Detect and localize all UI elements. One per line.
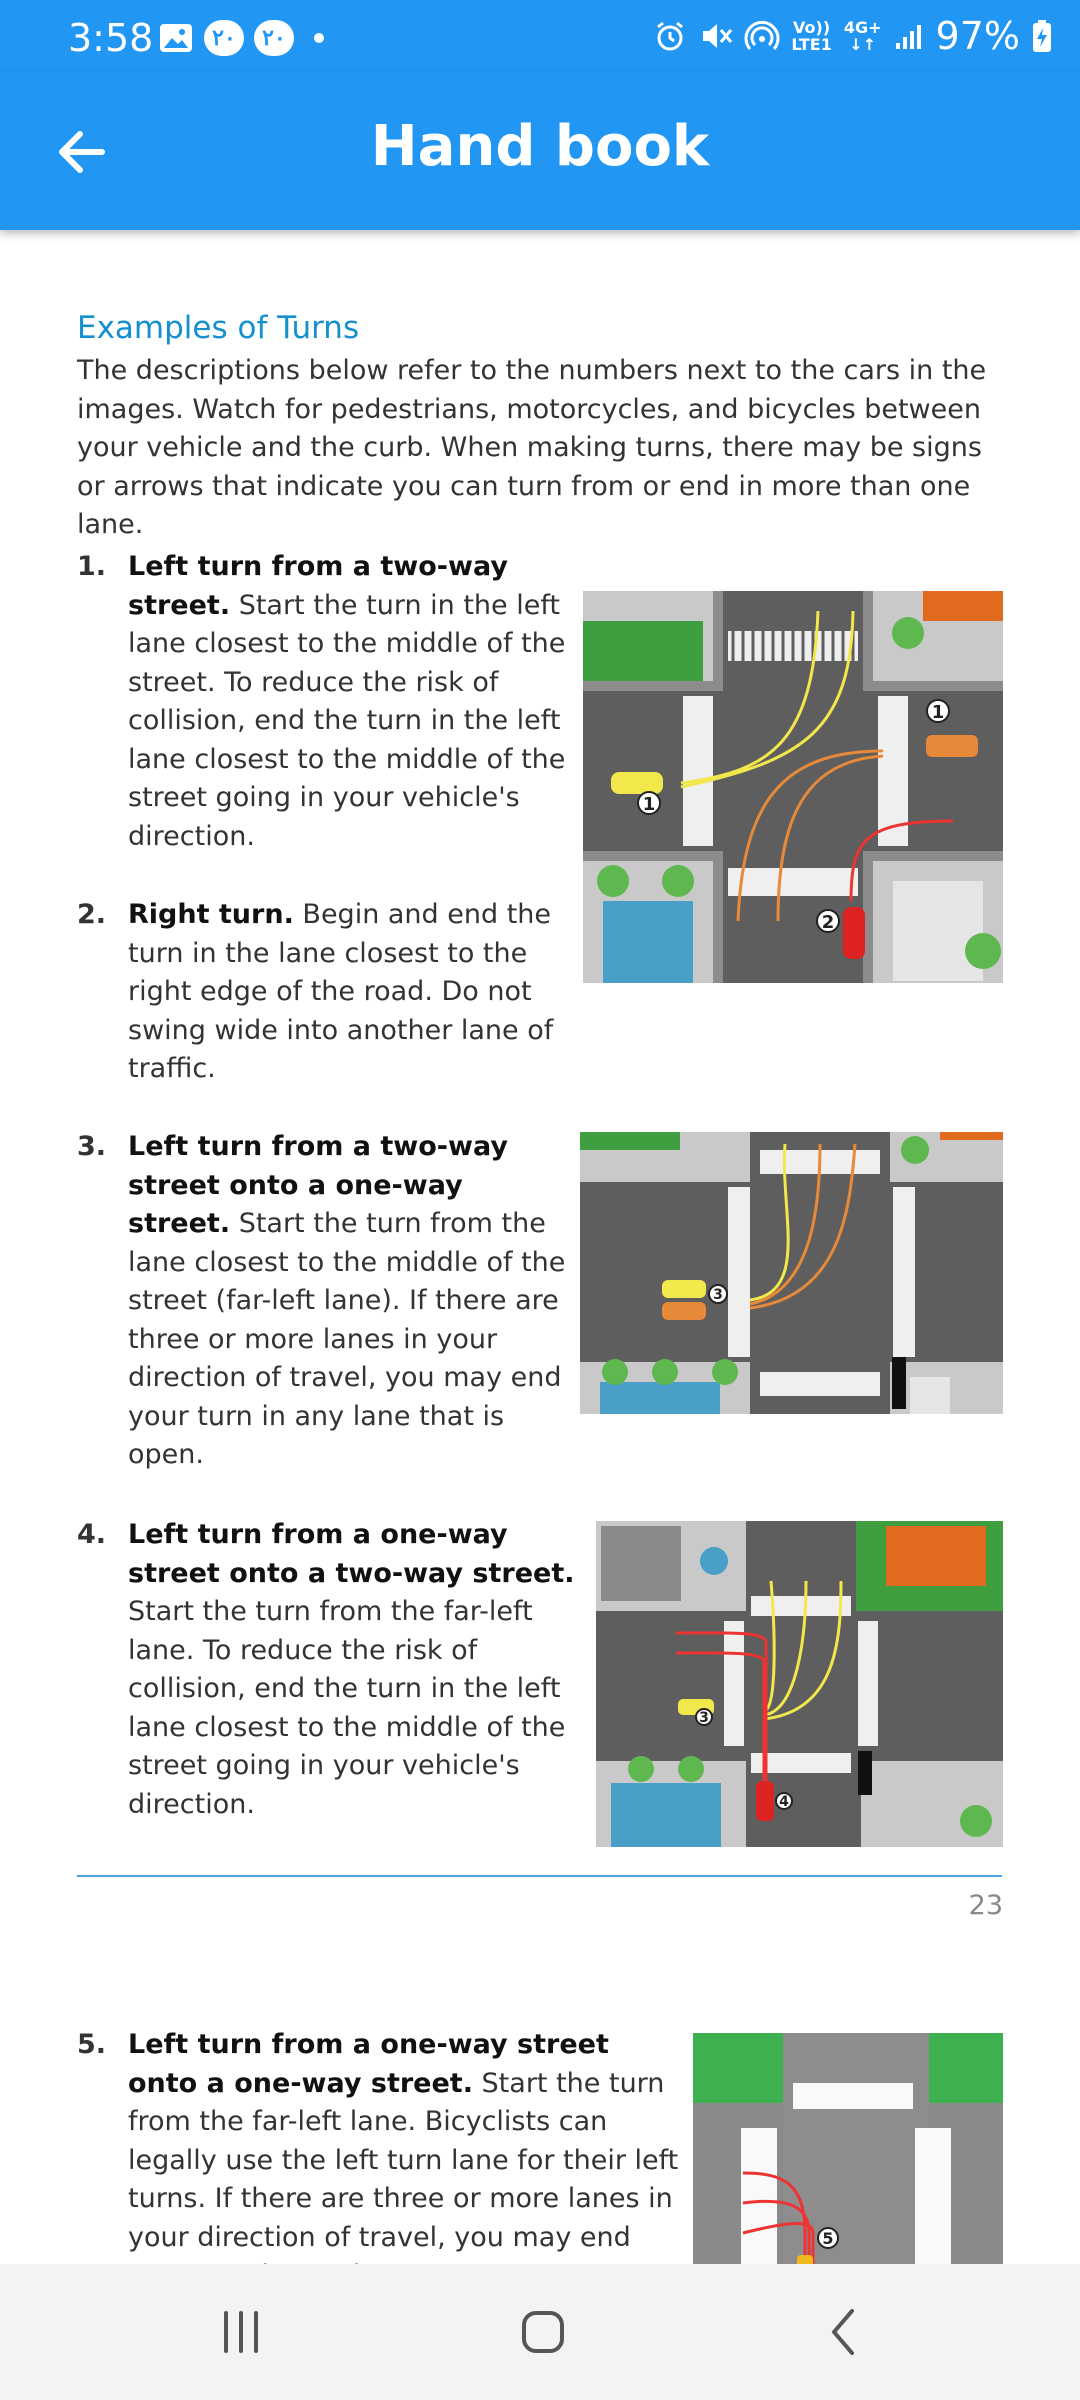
item-title: Right turn. <box>128 899 294 930</box>
item-text: Begin and end the turn in the lane closest to the right edge of the road. Do not swing wide into another lane of traffic. <box>128 899 554 1084</box>
figure-label: 1 <box>931 702 945 723</box>
section-intro: The descriptions below refer to the numbers next to the cars in the images. Watch for pedestrians, motorcycles, and bicycles between your vehicle and the curb. When making turns, there may be signs or arrows that indicate you can turn from or end in more than one lane. <box>77 355 987 540</box>
item-text: Start the turn from the far-left lane. To reduce the risk of collision, end the turn in the left lane closest to the middle of the street going in your vehicle's direction. <box>128 1596 566 1820</box>
figure-label: 3 <box>713 1287 723 1303</box>
status-time: 3:58 <box>68 16 154 60</box>
back-chevron-icon <box>820 2307 870 2357</box>
app-badge-1-icon: ۲۰ <box>204 20 244 56</box>
turn-diagram-5 <box>693 2033 1003 2273</box>
system-status-icons <box>653 14 1052 58</box>
section-heading: Examples of Turns <box>77 310 360 346</box>
item-number: 4. <box>77 1519 107 1550</box>
signal-icon <box>894 21 924 51</box>
item-number: 1. <box>77 551 107 582</box>
item-title: Left turn from a two-way street onto a one-way street. <box>128 1131 508 1239</box>
app-badge-2-icon: ۲۰ <box>254 20 294 56</box>
page-title: Hand book <box>370 114 710 179</box>
home-button[interactable] <box>498 2294 588 2370</box>
system-back-button[interactable] <box>800 2294 890 2370</box>
item-title: Left turn from a one-way street onto a two-way street. <box>128 1519 575 1589</box>
figure-label: 3 <box>699 1710 709 1726</box>
item-number: 2. <box>77 899 107 930</box>
more-notifications-dot <box>314 33 324 43</box>
system-nav-bar <box>0 2264 1080 2400</box>
list-item <box>0 1516 580 1820</box>
battery-percent: 97% <box>935 14 1020 58</box>
recents-button[interactable] <box>196 2294 286 2370</box>
hotspot-icon <box>745 19 779 53</box>
notification-icons <box>158 20 324 56</box>
figure-label: 2 <box>821 912 835 933</box>
turn-diagram-4 <box>596 1521 1003 1847</box>
alarm-icon <box>653 19 687 53</box>
item-text: Start the turn from the far-left lane. Bicyclists can legally use the left turn lane for their left turns. If there are three or more lanes in your direction of travel, you may end <box>128 2067 679 2253</box>
item-text: Start the turn in the left lane closest to the middle of the street. To reduce the risk of collision, end the turn in the left lane closest to the middle of the street going in your vehicle's direction. <box>128 589 566 852</box>
volte-indicator: Vo)) LTE1 <box>791 18 832 54</box>
mute-icon <box>699 19 733 53</box>
list-item <box>0 1128 580 1470</box>
turn-diagram-1-2 <box>583 591 1003 983</box>
page-divider <box>77 1875 1002 1877</box>
figure-label: 4 <box>779 1794 789 1810</box>
list-item <box>0 896 580 1084</box>
status-bar <box>0 0 1080 82</box>
turn-diagram-3 <box>580 1132 1003 1414</box>
battery-charging-icon <box>1032 19 1052 53</box>
app-bar <box>0 72 1080 230</box>
network-type-indicator: 4G+ ↓↑ <box>843 18 882 54</box>
gallery-icon <box>158 20 194 56</box>
item-title: Left turn from a two-way street. <box>128 551 508 621</box>
list-item <box>0 2026 680 2276</box>
item-title: Left turn from a one-way street onto a one-way street. <box>128 2029 609 2099</box>
item-number: 3. <box>77 1131 107 1162</box>
figure-label: 1 <box>642 794 656 815</box>
item-text: Start the turn from the lane closest to the middle of the street (far-left lane). If there are three or more lanes in your direction of travel, you may end your turn in any lane that is open. <box>128 1208 566 1470</box>
page-number: 23 <box>968 1890 1003 1921</box>
recents-icon <box>216 2307 266 2357</box>
handbook-page[interactable] <box>0 230 1080 2264</box>
home-icon <box>518 2307 568 2357</box>
list-item <box>0 548 580 852</box>
figure-label: 5 <box>822 2229 834 2248</box>
item-number: 5. <box>77 2029 107 2060</box>
